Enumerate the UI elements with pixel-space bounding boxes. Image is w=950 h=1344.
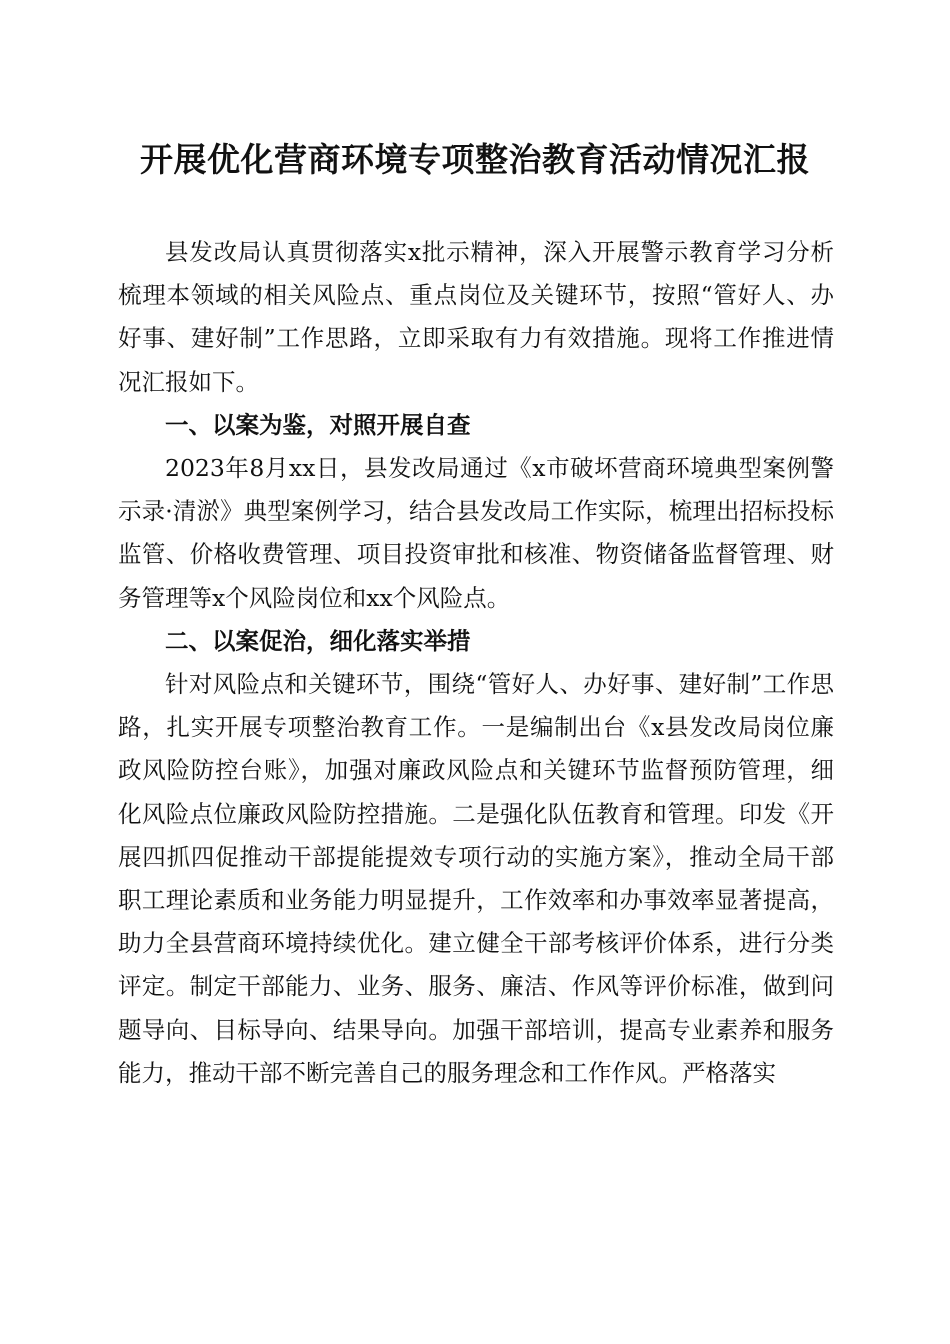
- section-paragraph-1: 2023年8月xx日，县发改局通过《x市破坏营商环境典型案例警示录·清淤》典型案例学习，结合县发改局工作实际，梳理出招标投标监管、价格收费管理、项目投资审批和核准、物资储备监督管理、财务管理等x个风险岗位和xx个风险点。: [118, 454, 834, 612]
- section-paragraph-2: 针对风险点和关键环节，围绕“管好人、办好事、建好制”工作思路，扎实开展专项整治教育工作。一是编制出台《x县发改局岗位廉政风险防控台账》，加强对廉政风险点和关键环节监督预防管理，细化风险点位廉政风险防控措施。二是强化队伍教育和管理。印发《开展四抓四促推动干部提能提效专项行动的实施方案》，推动全局干部职工理论素质和业务能力明显提升，工作效率和办事效率显著提高，助力全县营商环境持续优化。建立健全干部考核评价体系，进行分类评定。制定干部能力、业务、服务、廉洁、作风等评价标准，做到问题导向、目标导向、结果导向。加强干部培训，提高专业素养和服务能力，推动干部不断完善自己的服务理念和工作作风。严格落实: [118, 670, 834, 1087]
- section-heading-2: 二、以案促治，细化落实举措: [165, 626, 471, 655]
- intro-paragraph: 县发改局认真贯彻落实x批示精神，深入开展警示教育学习分析梳理本领域的相关风险点、重点岗位及关键环节，按照“管好人、办好事、建好制”工作思路，立即采取有力有效措施。现将工作推进情况汇报如下。: [118, 238, 834, 396]
- document-title: 开展优化营商环境专项整治教育活动情况汇报: [140, 140, 810, 179]
- section-heading-1: 一、以案为鉴，对照开展自查: [165, 410, 471, 439]
- document-body: [118, 231, 834, 1095]
